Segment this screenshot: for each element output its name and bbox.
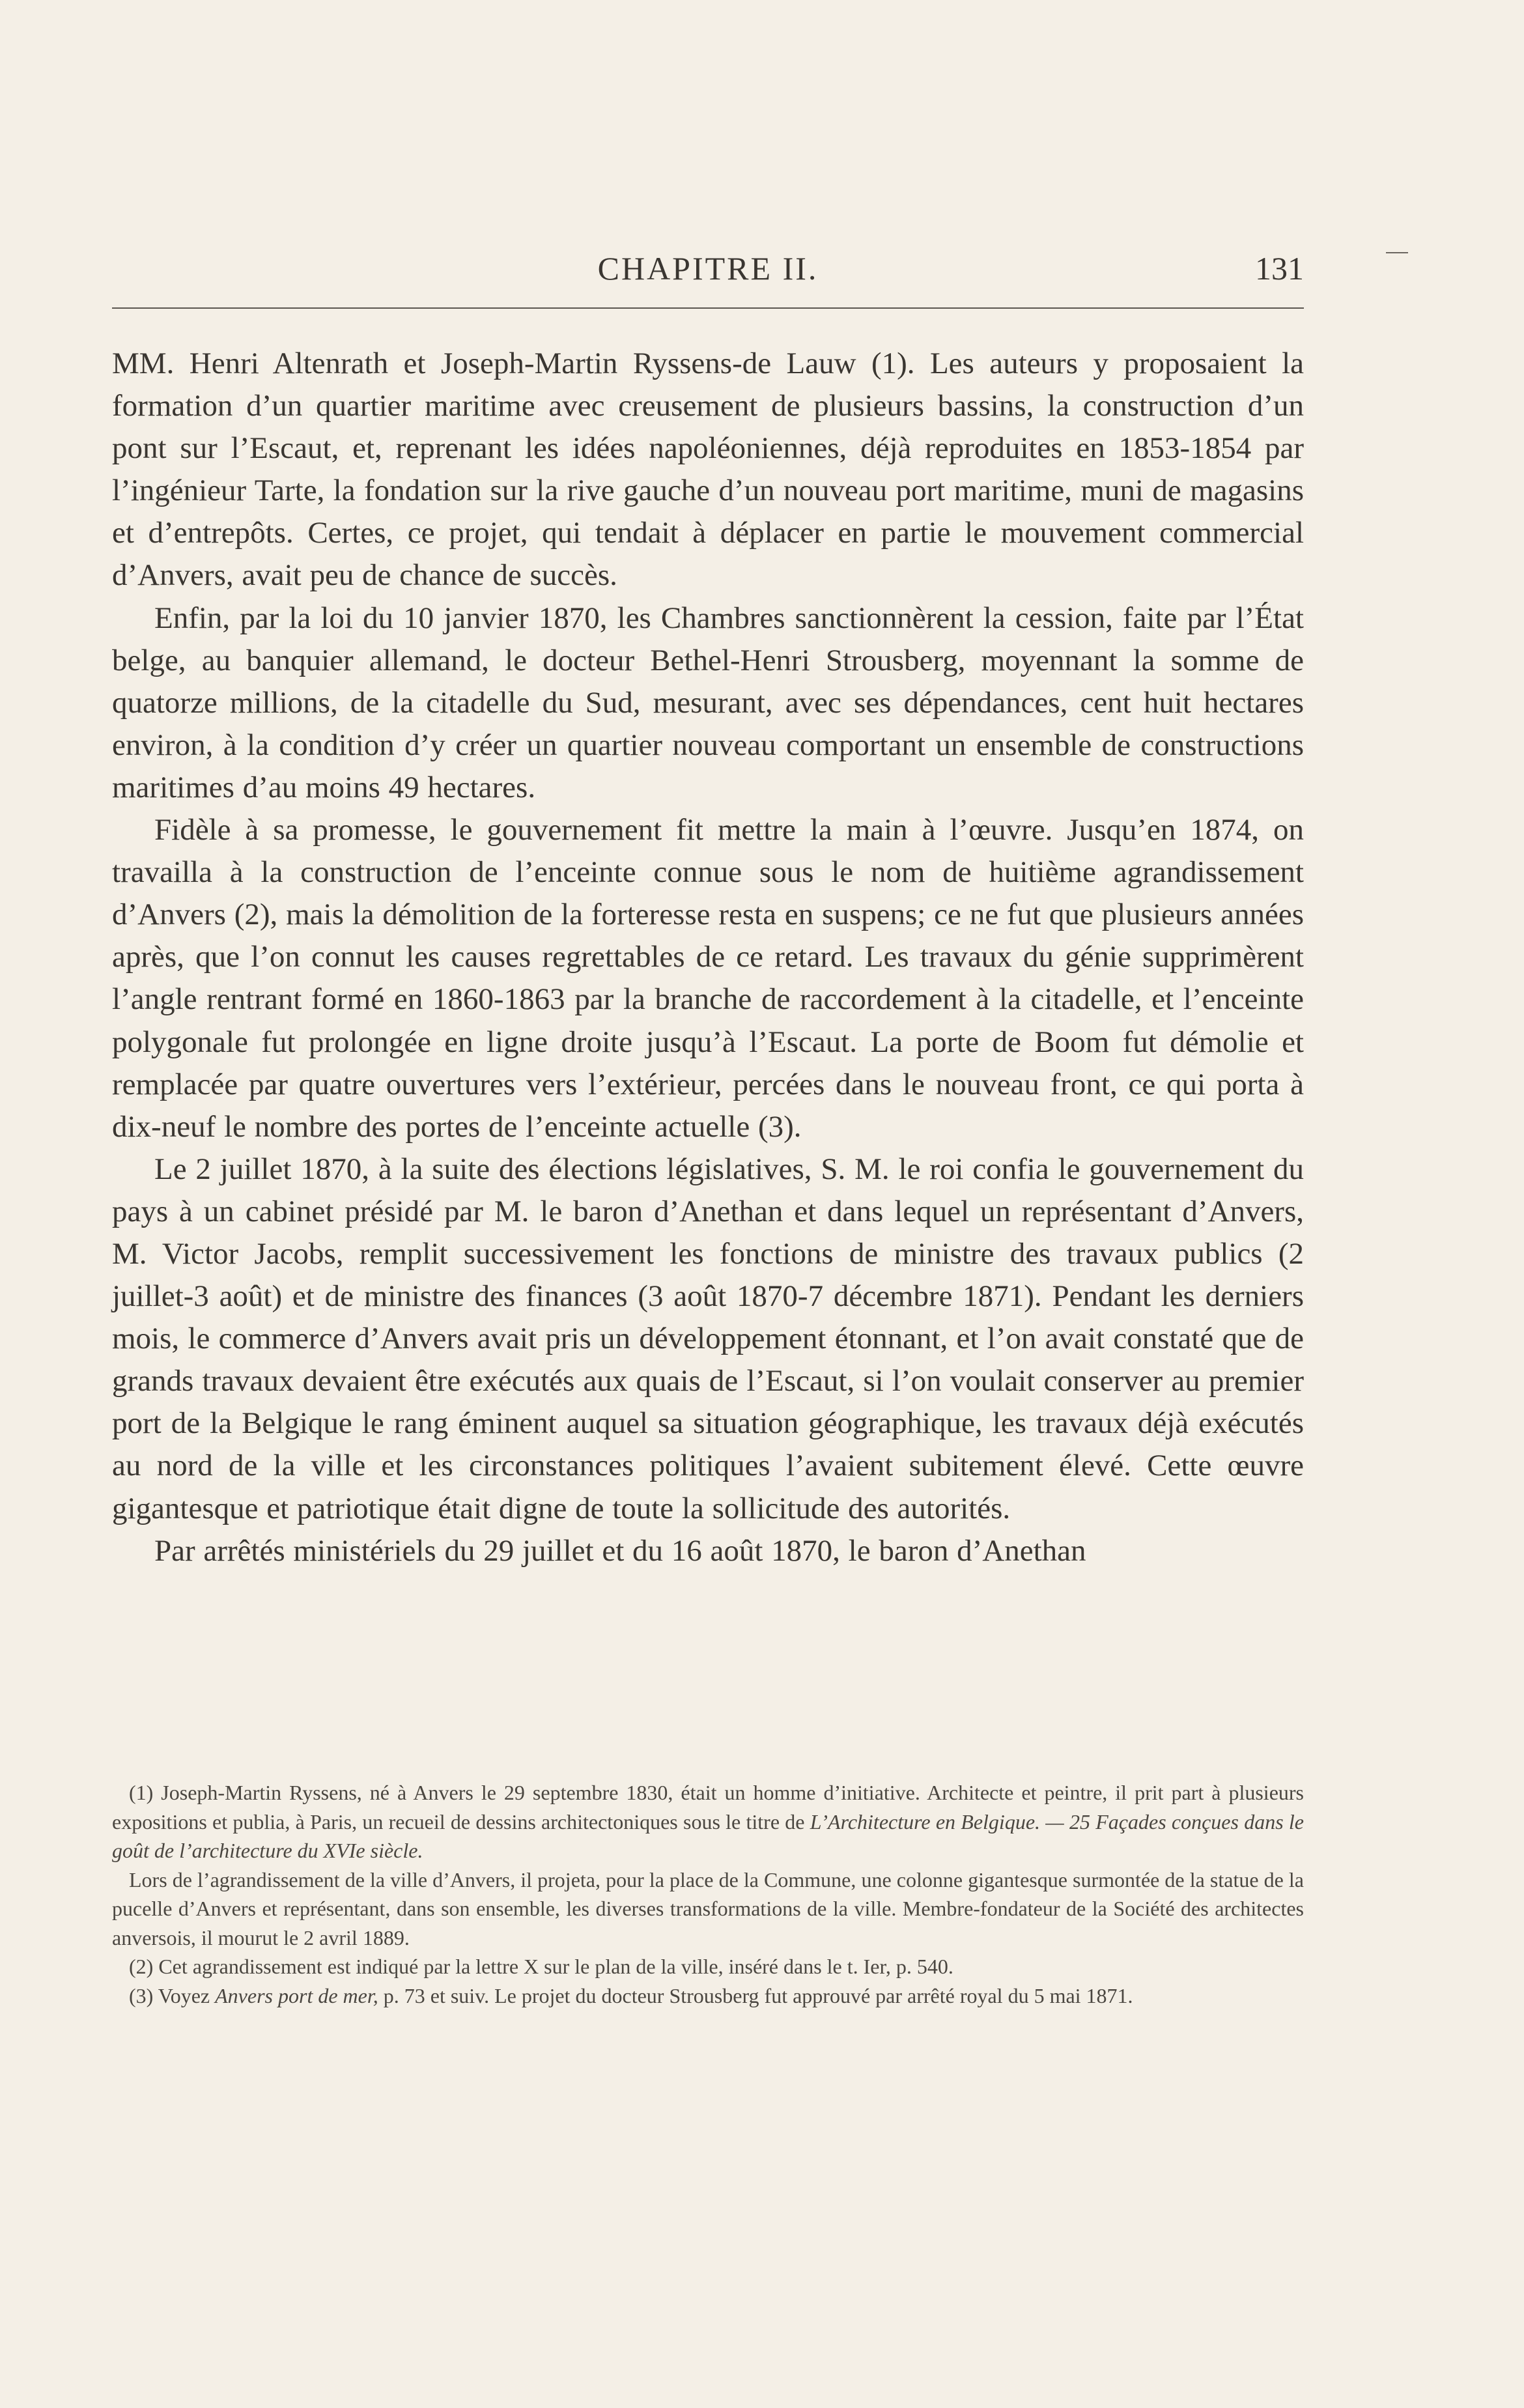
running-head xyxy=(112,249,1304,294)
paragraph-2: Enfin, par la loi du 10 janvier 1870, les Chambres sanctionnèrent la cession, faite par l’État belge, au banquier allemand, le docteur Bethel-Henri Strousberg, moyennant la somme de quatorze millions, de la citadelle du Sud, mesurant, avec ses dépendances, cent huit hectares environ, à la condition d’y créer un quartier nouveau comportant un ensemble de constructions maritimes d’au moins 49 hectares. xyxy=(112,601,1304,804)
footnote-3 xyxy=(112,1981,1304,2011)
chapter-title: CHAPITRE II. xyxy=(597,250,819,287)
body-text xyxy=(112,343,1304,1572)
paragraph-4: Le 2 juillet 1870, à la suite des élections législatives, S. M. le roi confia le gouvernement du pays à un cabinet présidé par M. le baron d’Anethan et dans lequel un représentant d’Anvers, M. Victor Jacobs, remplit successivement les fonctions de ministre des travaux publics (2 juillet-3 août) et de ministre des finances (3 août 1870-7 décembre 1871). Pendant les derniers mois, le commerce d’Anvers avait pris un développement étonnant, et l’on avait constaté que de grands travaux devaient être exécutés aux quais de l’Escaut, si l’on voulait conserver au premier port de la Belgique le rang éminent auquel sa situation géographique, les travaux déjà exécutés au nord de la ville et les circonstances politiques l’avaient subitement élevé. Cette œuvre gigantesque et patriotique était digne de toute la sollicitude des autorités. xyxy=(112,1152,1304,1525)
footnote-2: (2) Cet agrandissement est indiqué par la lettre X sur le plan de la ville, inséré dans le t. Ier, p. 540. xyxy=(129,1955,953,1978)
paragraph-5: Par arrêtés ministériels du 29 juillet et du 16 août 1870, le baron d’Anethan xyxy=(154,1533,1086,1568)
footnotes xyxy=(112,1778,1304,2010)
paragraph-1: MM. Henri Altenrath et Joseph-Martin Ryssens-de Lauw (1). Les auteurs y proposaient la formation d’un quartier maritime avec creusement de plusieurs bassins, la construction d’un pont sur l’Escaut, et, reprenant les idées napoléoniennes, déjà reproduites en 1853-1854 par l’ingénieur Tarte, la fondation sur la rive gauche d’un nouveau port maritime, muni de magasins et d’entrepôts. Certes, ce projet, qui tendait à déplacer en partie le mouvement commercial d’Anvers, avait peu de chance de succès. xyxy=(112,347,1304,593)
page-number: 131 xyxy=(1255,250,1304,287)
margin-dash xyxy=(1386,252,1408,253)
footnote-1-text: (1) Joseph-Martin Ryssens, né à Anvers le 29 septembre 1830, était un homme d’initiative. Architecte et peintre, il prit part à plusieurs expositions et publia, à Paris, un recueil de dessins architectoniques sous le titre de xyxy=(112,1781,1304,1834)
footnote-3-prefix: (3) Voyez xyxy=(129,1983,216,2007)
footnote-3-text: p. 73 et suiv. Le projet du docteur Strousberg fut approuvé par arrêté royal du 5 mai 1871. xyxy=(378,1983,1133,2007)
footnote-3-title: Anvers port de mer, xyxy=(215,1983,378,2007)
header-rule xyxy=(112,307,1304,309)
paragraph-3: Fidèle à sa promesse, le gouvernement fit mettre la main à l’œuvre. Jusqu’en 1874, on travailla à la construction de l’enceinte connue sous le nom de huitième agrandissement d’Anvers (2), mais la démolition de la forteresse resta en suspens; ce ne fut que plusieurs années après, que l’on connut les causes regrettables de ce retard. Les travaux du génie supprimèrent l’angle rentrant formé en 1860-1863 par la branche de raccordement à la citadelle, et l’enceinte polygonale fut prolongée en ligne droite jusqu’à l’Escaut. La porte de Boom fut démolie et remplacée par quatre ouvertures vers l’extérieur, percées dans le nouveau front, ce qui porta à dix-neuf le nombre des portes de l’enceinte actuelle (3). xyxy=(112,813,1304,1144)
footnote-1 xyxy=(112,1778,1304,1865)
footnote-1-title: L’Architecture en Belgique. — 25 Façades conçues dans le goût de l’architecture du XVIe siècle. xyxy=(112,1809,1305,1862)
footnote-1-continued: Lors de l’agrandissement de la ville d’Anvers, il projeta, pour la place de la Commune, une colonne gigantesque surmontée de la statue de la pucelle d’Anvers et représentant, dans son ensemble, les diverses transformations de la ville. Membre-fondateur de la Société des architectes anversois, il mourut le 2 avril 1889. xyxy=(112,1867,1304,1949)
